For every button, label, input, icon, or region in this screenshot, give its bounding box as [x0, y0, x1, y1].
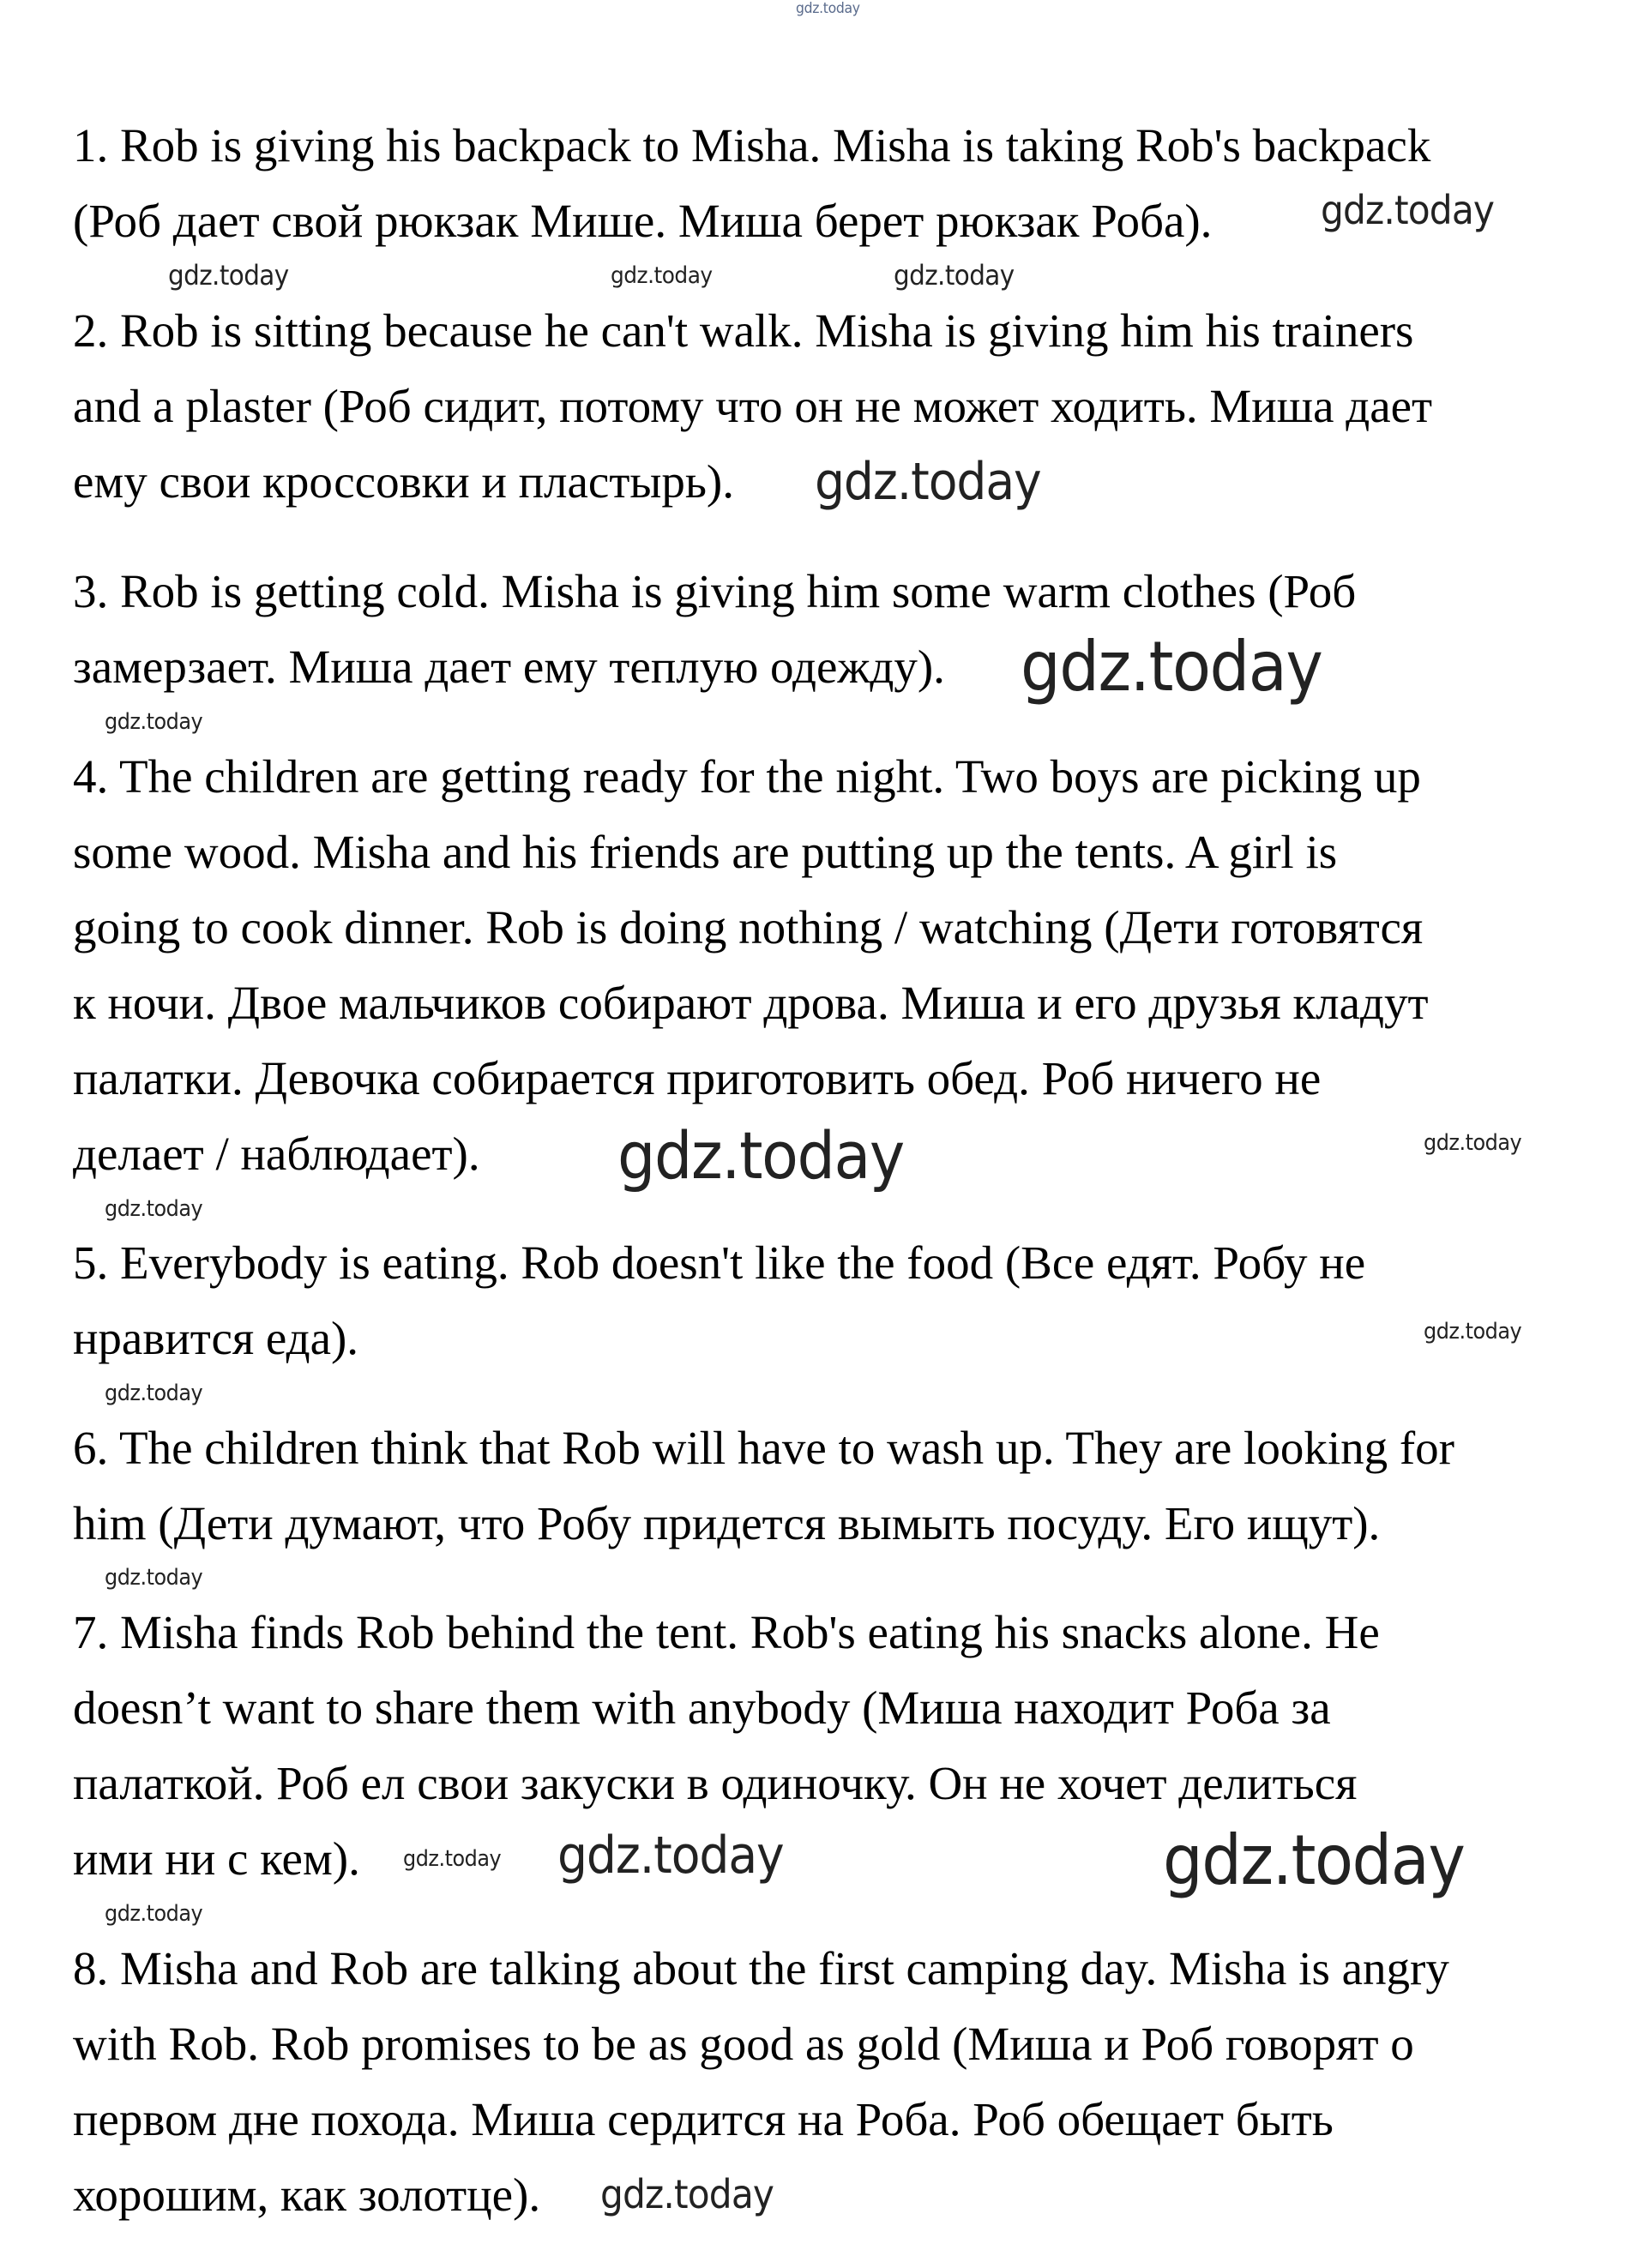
watermark: gdz.today: [105, 709, 203, 735]
text-line: going to cook dinner. Rob is doing nothing / watching (Дети готовятся: [73, 901, 1424, 954]
watermark: gdz.today: [403, 1846, 502, 1872]
watermark: gdz.today: [105, 1196, 203, 1222]
text-line: 1. Rob is giving his backpack to Misha. Misha is taking Rob's backpack: [73, 119, 1431, 171]
text-line: and a plaster (Роб сидит, потому что он не может ходить. Миша дает: [73, 380, 1433, 432]
text-line: 2. Rob is sitting because he can't walk. Misha is giving him his trainers: [73, 304, 1414, 357]
watermark: gdz.today: [1163, 1820, 1465, 1900]
paragraph-1: [73, 108, 1430, 259]
text-line: нравится еда).: [73, 1312, 359, 1364]
watermark: gdz.today: [1424, 1130, 1522, 1156]
watermark: gdz.today: [617, 1117, 904, 1194]
paragraph-5: [73, 1225, 1365, 1376]
text-line: палаткой. Роб ел свои закуски в одиночку. Он не хочет делиться: [73, 1757, 1358, 1809]
text-line: (Роб дает свой рюкзак Мише. Миша берет рюкзак Роба).: [73, 195, 1213, 247]
watermark: gdz.today: [557, 1826, 784, 1886]
watermark: gdz.today: [105, 1565, 203, 1591]
watermark: gdz.today: [815, 452, 1041, 512]
text-line: doesn’t want to share them with anybody (Миша находит Роба за: [73, 1681, 1331, 1734]
text-line: 7. Misha finds Rob behind the tent. Rob's eating his snacks alone. He: [73, 1606, 1380, 1658]
text-line: первом дне похода. Миша сердится на Роба. Роб обещает быть: [73, 2093, 1334, 2145]
watermark: gdz.today: [1424, 1319, 1522, 1345]
watermark: gdz.today: [105, 1901, 203, 1927]
text-line: 6. The children think that Rob will have to wash up. They are looking for: [73, 1422, 1454, 1474]
text-line: 5. Everybody is eating. Rob doesn't like the food (Все едят. Робу не: [73, 1236, 1366, 1289]
text-line: делает / наблюдает).: [73, 1128, 480, 1180]
text-line: к ночи. Двое мальчиков собирают дрова. Миша и его друзья кладут: [73, 977, 1429, 1029]
watermark: gdz.today: [611, 262, 713, 289]
text-line: ему свои кроссовки и пластырь).: [73, 455, 734, 508]
paragraph-2: [73, 293, 1432, 520]
text-line: хорошим, как золотце).: [73, 2169, 541, 2221]
text-line: with Rob. Rob promises to be as good as gold (Миша и Роб говорят о: [73, 2018, 1414, 2070]
watermark: gdz.today: [600, 2171, 774, 2217]
watermark: gdz.today: [1321, 187, 1495, 233]
text-line: some wood. Misha and his friends are putting up the tents. A girl is: [73, 826, 1338, 878]
text-line: 4. The children are getting ready for the night. Two boys are picking up: [73, 750, 1421, 803]
text-line: ими ни с кем).: [73, 1832, 360, 1885]
text-line: 8. Misha and Rob are talking about the first camping day. Misha is angry: [73, 1942, 1449, 1994]
text-line: 3. Rob is getting cold. Misha is giving him some warm clothes (Роб: [73, 565, 1357, 617]
watermark: gdz.today: [105, 1381, 203, 1406]
watermark: gdz.today: [1021, 627, 1322, 707]
text-line: палатки. Девочка собирается приготовить обед. Роб ничего не: [73, 1052, 1322, 1104]
text-line: замерзает. Миша дает ему теплую одежду).: [73, 641, 945, 693]
paragraph-6: [73, 1411, 1454, 1561]
text-line: him (Дети думают, что Робу придется вымыть посуду. Его ищут).: [73, 1497, 1381, 1549]
watermark: gdz.today: [796, 0, 860, 17]
watermark: gdz.today: [894, 259, 1015, 292]
watermark: gdz.today: [168, 259, 289, 292]
